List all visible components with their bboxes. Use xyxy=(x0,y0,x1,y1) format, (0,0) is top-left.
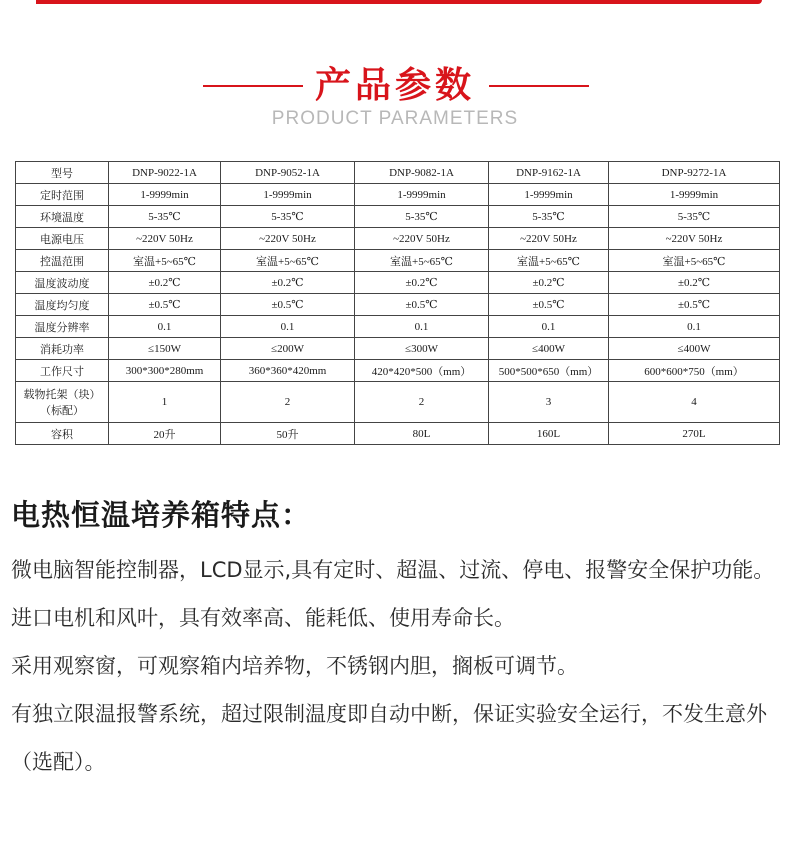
table-cell: 室温+5~65℃ xyxy=(221,250,355,272)
feature-paragraph: 微电脑智能控制器，LCD显示,具有定时、超温、过流、停电、报警安全保护功能。 xyxy=(11,558,775,582)
row-label: 载物托架（块）（标配） xyxy=(16,382,109,423)
table-cell: ±0.2℃ xyxy=(609,272,780,294)
table-cell: 5-35℃ xyxy=(355,206,489,228)
row-label: 温度分辨率 xyxy=(16,316,109,338)
table-cell: 80L xyxy=(355,423,489,445)
table-row xyxy=(16,272,780,294)
table-row xyxy=(16,360,780,382)
table-cell: 1 xyxy=(109,382,221,423)
table-cell: ±0.5℃ xyxy=(221,294,355,316)
heading-title: 产品参数 xyxy=(314,65,475,106)
table-cell: 0.1 xyxy=(355,316,489,338)
parameters-table xyxy=(15,161,780,445)
table-cell: 420*420*500（mm） xyxy=(355,360,489,382)
table-cell: 1-9999min xyxy=(489,184,609,206)
features-section xyxy=(11,488,781,786)
row-label: 电源电压 xyxy=(16,228,109,250)
table-cell: ~220V 50Hz xyxy=(489,228,609,250)
table-cell: 0.1 xyxy=(221,316,355,338)
features-title: 电热恒温培养箱特点： xyxy=(11,498,312,532)
table-cell: ±0.5℃ xyxy=(355,294,489,316)
table-cell: 5-35℃ xyxy=(221,206,355,228)
table-cell: 3 xyxy=(489,382,609,423)
table-cell: ~220V 50Hz xyxy=(609,228,780,250)
top-accent-bar xyxy=(0,0,790,8)
table-cell: 20升 xyxy=(109,423,221,445)
table-cell: 1-9999min xyxy=(221,184,355,206)
table-row xyxy=(16,250,780,272)
table-cell: 2 xyxy=(355,382,489,423)
table-cell: 360*360*420mm xyxy=(221,360,355,382)
section-heading xyxy=(0,60,790,140)
table-cell: DNP-9162-1A xyxy=(489,162,609,184)
row-label: 定时范围 xyxy=(16,184,109,206)
table-cell: 270L xyxy=(609,423,780,445)
table-cell: 2 xyxy=(221,382,355,423)
row-label: 温度波动度 xyxy=(16,272,109,294)
table-cell: ±0.5℃ xyxy=(609,294,780,316)
table-cell: 300*300*280mm xyxy=(109,360,221,382)
table-cell: DNP-9272-1A xyxy=(609,162,780,184)
table-cell: ±0.2℃ xyxy=(355,272,489,294)
heading-subtitle: PRODUCT PARAMETERS xyxy=(271,108,519,129)
table-row xyxy=(16,423,780,445)
table-cell: 1-9999min xyxy=(109,184,221,206)
table-cell: ≤400W xyxy=(489,338,609,360)
row-label: 型号 xyxy=(16,162,109,184)
table-row xyxy=(16,162,780,184)
table-cell: 5-35℃ xyxy=(489,206,609,228)
table-cell: ~220V 50Hz xyxy=(221,228,355,250)
table-row xyxy=(16,316,780,338)
table-cell: 1-9999min xyxy=(355,184,489,206)
table-cell: ≤400W xyxy=(609,338,780,360)
table-cell: ≤150W xyxy=(109,338,221,360)
feature-paragraph: 进口电机和风叶，具有效率高、能耗低、使用寿命长。 xyxy=(11,606,515,630)
table-cell: 1-9999min xyxy=(609,184,780,206)
table-cell: 室温+5~65℃ xyxy=(355,250,489,272)
table-cell: DNP-9082-1A xyxy=(355,162,489,184)
table-cell: 0.1 xyxy=(609,316,780,338)
table-cell: ≤300W xyxy=(355,338,489,360)
feature-paragraph: 采用观察窗，可观察箱内培养物，不锈钢内胆，搁板可调节。 xyxy=(11,654,578,678)
table-row xyxy=(16,338,780,360)
table-cell: 50升 xyxy=(221,423,355,445)
table-cell: 0.1 xyxy=(489,316,609,338)
feature-paragraph: 有独立限温报警系统，超过限制温度即自动中断，保证实验安全运行，不发生意外（选配）。 xyxy=(11,702,767,774)
table-cell: ±0.2℃ xyxy=(221,272,355,294)
row-label: 温度均匀度 xyxy=(16,294,109,316)
table-cell: 500*500*650（mm） xyxy=(489,360,609,382)
table-row xyxy=(16,184,780,206)
table-row xyxy=(16,382,780,423)
table-cell: ±0.2℃ xyxy=(489,272,609,294)
table-cell: 5-35℃ xyxy=(109,206,221,228)
table-cell: ±0.5℃ xyxy=(489,294,609,316)
row-label: 控温范围 xyxy=(16,250,109,272)
table-row xyxy=(16,294,780,316)
table-cell: ±0.2℃ xyxy=(109,272,221,294)
table-cell: ≤200W xyxy=(221,338,355,360)
table-cell: DNP-9052-1A xyxy=(221,162,355,184)
table-cell: ±0.5℃ xyxy=(109,294,221,316)
table-cell: 室温+5~65℃ xyxy=(489,250,609,272)
row-label: 环境温度 xyxy=(16,206,109,228)
table-cell: 600*600*750（mm） xyxy=(609,360,780,382)
table-cell: ~220V 50Hz xyxy=(355,228,489,250)
row-label: 消耗功率 xyxy=(16,338,109,360)
table-row xyxy=(16,206,780,228)
row-label: 工作尺寸 xyxy=(16,360,109,382)
table-row xyxy=(16,228,780,250)
table-cell: 160L xyxy=(489,423,609,445)
table-cell: DNP-9022-1A xyxy=(109,162,221,184)
features-text xyxy=(11,546,781,786)
table-cell: ~220V 50Hz xyxy=(109,228,221,250)
table-cell: 室温+5~65℃ xyxy=(609,250,780,272)
row-label: 容积 xyxy=(16,423,109,445)
table-cell: 0.1 xyxy=(109,316,221,338)
table-cell: 室温+5~65℃ xyxy=(109,250,221,272)
table-cell: 5-35℃ xyxy=(609,206,780,228)
top-accent-stripe xyxy=(36,0,762,4)
table-cell: 4 xyxy=(609,382,780,423)
